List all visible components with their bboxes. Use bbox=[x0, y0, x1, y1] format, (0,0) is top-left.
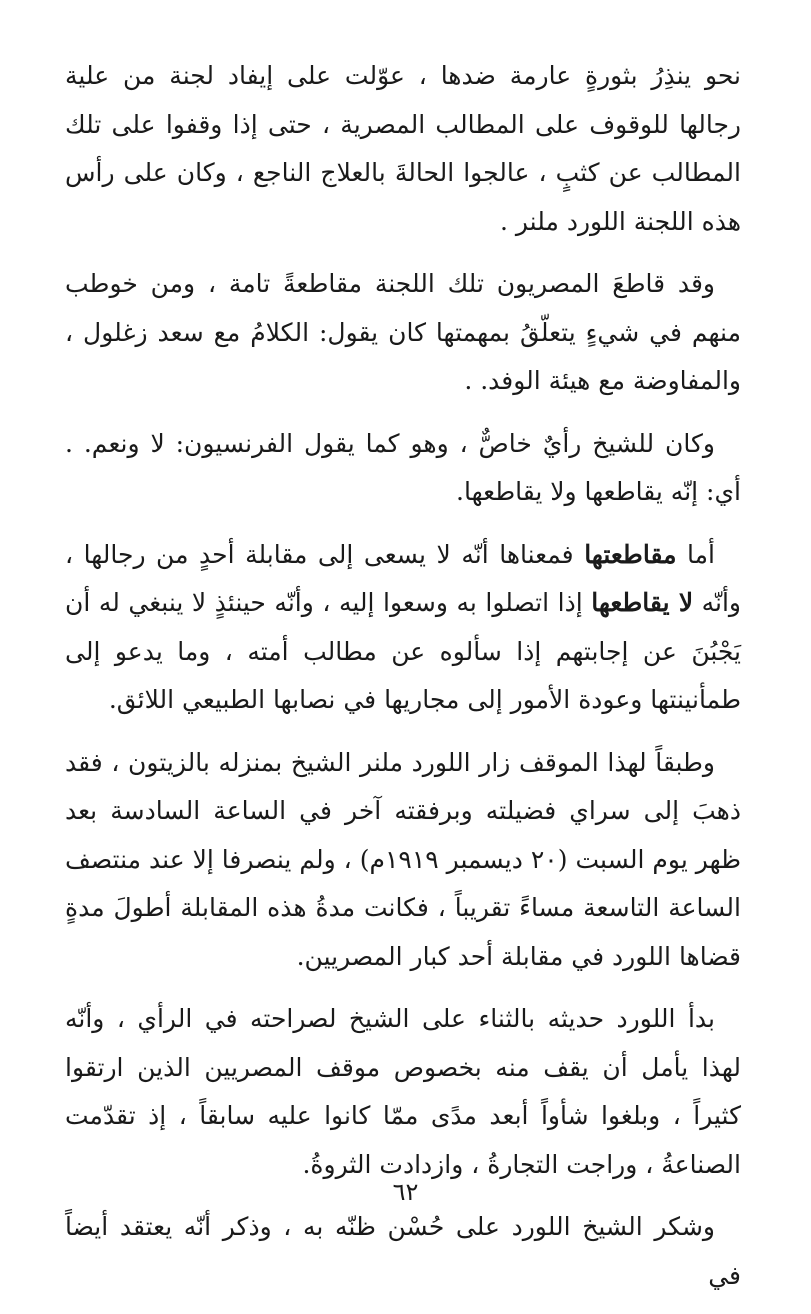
paragraph-4-bold-not-boycott: لا يقاطعها bbox=[591, 588, 694, 617]
paragraph-7-text: وشكر الشيخ اللورد على حُسْن ظنّه به ، وذكر أنّه يعتقد أيضاً في bbox=[65, 1212, 741, 1290]
paragraph-7 bbox=[65, 1203, 741, 1300]
paragraph-1 bbox=[65, 52, 741, 246]
paragraph-6 bbox=[65, 995, 741, 1189]
page-number: ٦٢ bbox=[392, 1178, 419, 1206]
paragraph-4-text-before: أما bbox=[676, 539, 715, 569]
paragraph-5 bbox=[65, 739, 741, 982]
paragraph-2 bbox=[65, 260, 741, 406]
paragraph-4-bold-boycott: مقاطعتها bbox=[584, 539, 677, 569]
paragraph-1-text: نحو ينذِرُ بثورةٍ عارمة ضدها ، عوّلت على إيفاد لجنة من علية رجالها للوقوف على المطالب المصرية ، حتى إذا وقفوا على تلك المطالب عن كثبٍ ، عالجوا الحالةَ بالعلاج الناجع ، وكان على رأس هذه اللجنة اللورد ملنر . bbox=[65, 61, 741, 236]
paragraph-3 bbox=[65, 420, 741, 517]
paragraph-4-text-after: إذا اتصلوا به وسعوا إليه ، وأنّه حينئذٍ لا ينبغي له أن يَجْبُنَ عن إجابتهم إذا سألوه عن مطالب أمته ، وما يدعو إلى طمأنينتها وعودة الأمور إلى مجاريها في نصابها الطبيعي اللائق. bbox=[65, 588, 741, 714]
paragraph-6-text: بدأ اللورد حديثه بالثناء على الشيخ لصراحته في الرأي ، وأنّه لهذا يأمل أن يقف منه بخصوص موقف المصريين الذين ارتقوا كثيراً ، وبلغوا شأواً أبعد مدًى ممّا كانوا عليه سابقاً ، إذ تقدّمت الصناعةُ ، وراجت التجارةُ ، وازدادت الثروةُ. bbox=[65, 1004, 741, 1179]
paragraph-3-text: وكان للشيخ رأيٌ خاصٌّ ، وهو كما يقول الفرنسيون: لا ونعم. . أي: إنّه يقاطعها ولا يقاطعها. bbox=[65, 428, 741, 506]
paragraph-4 bbox=[65, 531, 741, 725]
paragraph-2-text: وقد قاطعَ المصريون تلك اللجنة مقاطعةً تامة ، ومن خوطب منهم في شيءٍ يتعلّقُ بمهمتها كان يقول: الكلامُ مع سعد زغلول ، والمفاوضة مع هيئة الوفد. . bbox=[65, 269, 741, 395]
paragraph-4-text-middle: فمعناها أنّه لا يسعى إلى مقابلة أحدٍ من رجالها ، وأنّه bbox=[65, 539, 741, 617]
body-text bbox=[65, 52, 741, 1314]
paragraph-5-text: وطبقاً لهذا الموقف زار اللورد ملنر الشيخ بمنزله بالزيتون ، فقد ذهبَ إلى سراي فضيلته وبرفقته آخر في الساعة السادسة بعد ظهر يوم السبت (٢٠ ديسمبر ١٩١٩م) ، ولم ينصرفا إلا عند منتصف الساعة التاسعة مساءً تقريباً ، فكانت مدةُ هذه المقابلة أطولَ مدةٍ قضاها اللورد في مقابلة أحد كبار المصريين. bbox=[65, 747, 741, 971]
